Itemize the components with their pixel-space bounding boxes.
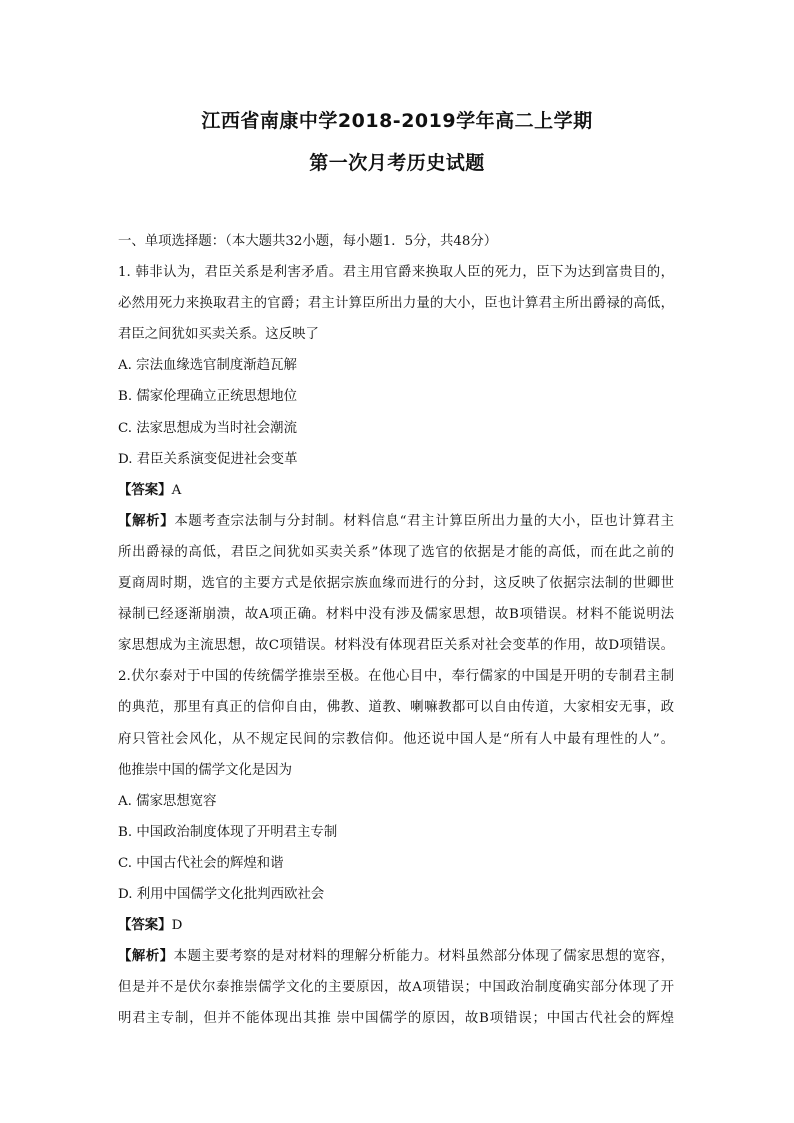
analysis-tag: 【解析】: [118, 948, 174, 965]
option-c: C. 法家思想成为当时社会潮流: [118, 420, 297, 436]
option-c: C. 中国古代社会的辉煌和谐: [118, 855, 284, 871]
document-title: 江西省南康中学2018-2019学年高二上学期: [201, 110, 593, 132]
question-stem-line: 的典范，那里有真正的信仰自由，佛教、道教、喇嘛教都可以自由传道，大家相安无事，政: [118, 700, 674, 716]
analysis-line: [118, 941, 674, 972]
question-stem-line: 君臣之间犹如买卖关系。这反映了: [118, 327, 319, 343]
answer-tag: 【答案】: [118, 917, 172, 934]
document-body: [118, 226, 674, 1034]
analysis-line: 家思想成为主流思想，故C项错误。材料没有体现君臣关系对社会变革的作用，故D项错误。: [118, 638, 674, 654]
analysis-text: 本题主要考察的是对材料的理解分析能力。材料虽然部分体现了儒家思想的宽容，: [173, 949, 674, 965]
option-b: B. 中国政治制度体现了开明君主专制: [118, 824, 338, 840]
question-stem-line: 府只管社会风化，从不规定民间的宗教信仰。他还说中国人是“所有人中最有理性的人”。: [118, 731, 674, 747]
question-stem-line: 2.伏尔泰对于中国的传统儒学推崇至极。在他心目中，奉行儒家的中国是开明的专制君主制: [118, 669, 674, 685]
answer-line: [118, 910, 674, 941]
question-1: [118, 257, 674, 661]
section-heading: 一、单项选择题：（本大题共32小题，每小题1．5分，共48分）: [118, 234, 498, 249]
answer-value: A: [171, 482, 182, 498]
analysis-line: 但是并不是伏尔泰推崇儒学文化的主要原因，故A项错误；中国政治制度确实部分体现了开: [118, 980, 674, 996]
analysis-line: 明君主专制，但并不能体现出其推 崇中国儒学的原因，故B项错误；中国古代社会的辉煌: [118, 1011, 674, 1027]
analysis-line: [118, 506, 674, 537]
answer-line: [118, 475, 674, 506]
option-d: D. 利用中国儒学文化批判西欧社会: [118, 886, 325, 902]
question-stem-line: 必然用死力来换取君主的官爵；君主计算臣所出力量的大小，臣也计算君主所出爵禄的高低，: [118, 296, 674, 312]
option-d: D. 君臣关系演变促进社会变革: [118, 451, 298, 467]
analysis-text: 本题考查宗法制与分封制。材料信息“君主计算臣所出力量的大小，臣也计算君主: [174, 513, 674, 529]
option-a: A. 宗法血缘选官制度渐趋瓦解: [118, 358, 297, 374]
analysis-tag: 【解析】: [118, 512, 175, 529]
document-subtitle: 第一次月考历史试题: [309, 152, 485, 174]
answer-value: D: [171, 918, 183, 934]
question-stem-line: 他推崇中国的儒学文化是因为: [118, 762, 293, 778]
analysis-line: 禄制已经逐渐崩溃，故A项正确。材料中没有涉及儒家思想，故B项错误。材料不能说明法: [118, 607, 674, 623]
question-2: [118, 661, 674, 1034]
analysis-line: 所出爵禄的高低，君臣之间犹如买卖关系”体现了选官的依据是才能的高低，而在此之前的: [118, 544, 674, 560]
option-a: A. 儒家思想宽容: [118, 793, 217, 809]
option-b: B. 儒家伦理确立正统思想地位: [118, 389, 298, 405]
question-stem-line: 1. 韩非认为，君臣关系是利害矛盾。君主用官爵来换取人臣的死力，臣下为达到富贵目的，: [118, 265, 674, 281]
answer-tag: 【答案】: [118, 481, 172, 498]
analysis-line: 夏商周时期，选官的主要方式是依据宗族血缘而进行的分封，这反映了依据宗法制的世卿世: [118, 576, 674, 592]
